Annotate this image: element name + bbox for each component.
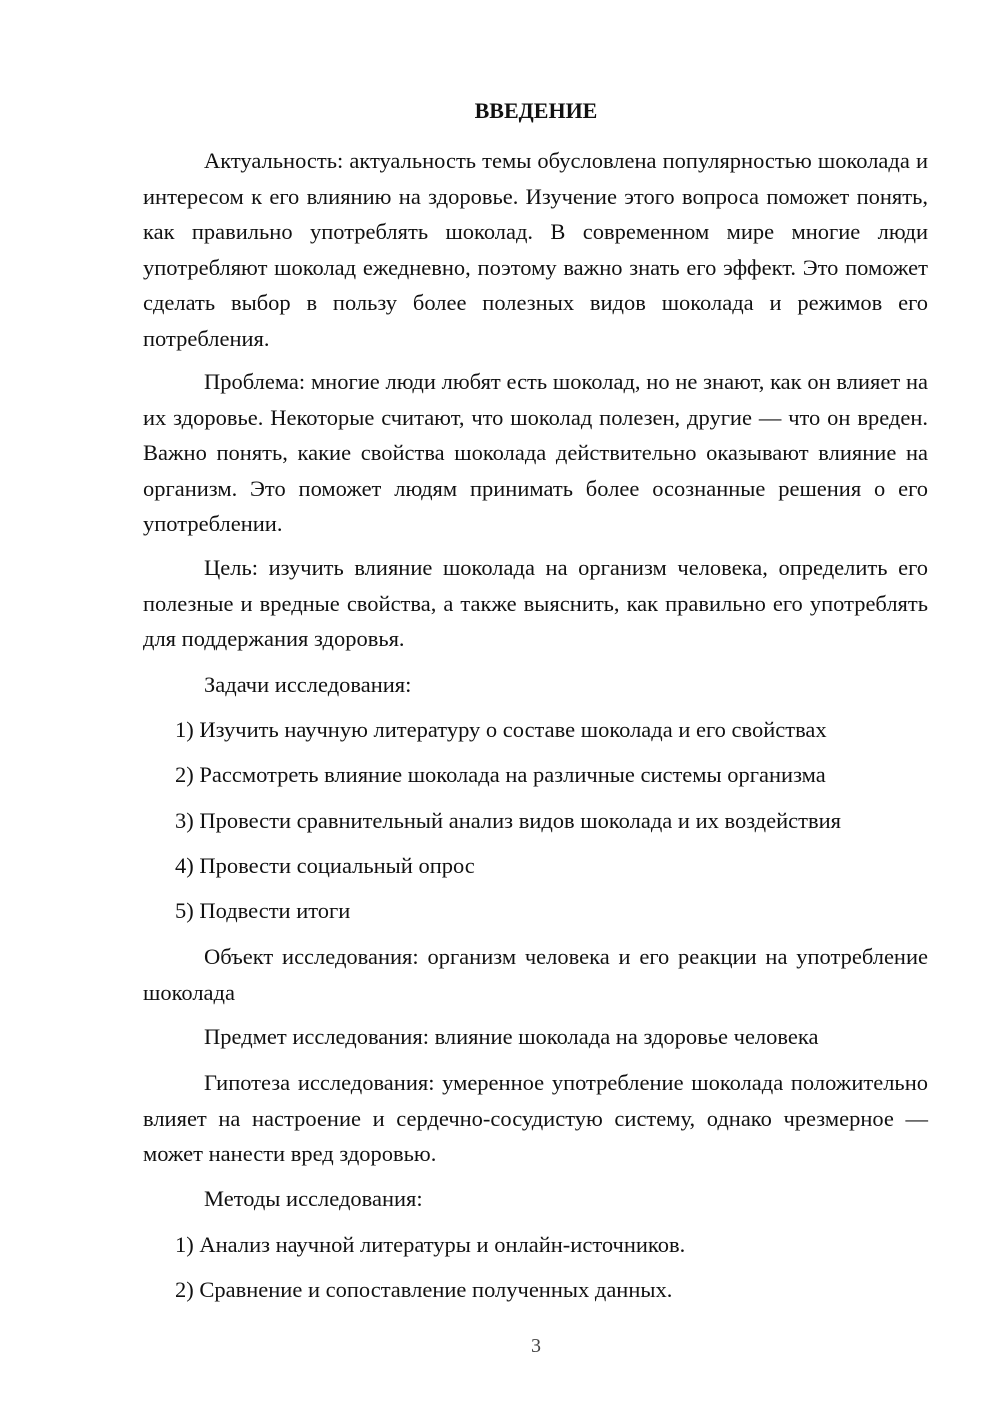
task-item-3: 3) Провести сравнительный анализ видов шоколада и их воздействия bbox=[175, 808, 841, 833]
tasks-heading: Задачи исследования: bbox=[204, 672, 412, 697]
method-item-2: 2) Сравнение и сопоставление полученных данных. bbox=[175, 1277, 673, 1302]
hypothesis-paragraph: Гипотеза исследования: умеренное употребление шоколада положительно влияет на настроение и сердечно-сосудистую систему, однако чрезмерное — может нанести вред здоровью. bbox=[143, 1070, 928, 1166]
task-item-5: 5) Подвести итоги bbox=[175, 898, 351, 923]
task-item-1: 1) Изучить научную литературу о составе шоколада и его свойствах bbox=[175, 717, 827, 742]
methods-heading: Методы исследования: bbox=[204, 1186, 423, 1211]
goal-paragraph: Цель: изучить влияние шоколада на организм человека, определить его полезные и вредные свойства, а также выяснить, как правильно его употреблять для поддержания здоровья. bbox=[143, 555, 928, 651]
problem-paragraph: Проблема: многие люди любят есть шоколад, но не знают, как он влияет на их здоровье. Некоторые считают, что шоколад полезен, другие — что он вреден. Важно понять, какие свойства шоколада действительно оказывают влияние на организм. Это поможет людям принимать более осознанные решения о его употреблении. bbox=[143, 369, 928, 536]
relevance-paragraph: Актуальность: актуальность темы обусловлена популярностью шоколада и интересом к его влиянию на здоровье. Изучение этого вопроса поможет понять, как правильно употреблять шоколад. В современном мире многие люди употребляют шоколад ежедневно, поэтому важно знать его эффект. Это поможет сделать выбор в пользу более полезных видов шоколада и режимов его потребления. bbox=[143, 148, 928, 351]
object-paragraph: Объект исследования: организм человека и его реакции на употребление шоколада bbox=[143, 944, 928, 1005]
subject-paragraph: Предмет исследования: влияние шоколада на здоровье человека bbox=[204, 1024, 819, 1049]
task-item-2: 2) Рассмотреть влияние шоколада на различные системы организма bbox=[175, 762, 826, 787]
page-title: ВВЕДЕНИЕ bbox=[474, 98, 598, 123]
task-item-4: 4) Провести социальный опрос bbox=[175, 853, 475, 878]
method-item-1: 1) Анализ научной литературы и онлайн-источников. bbox=[175, 1232, 686, 1257]
page-number: 3 bbox=[531, 1335, 541, 1357]
